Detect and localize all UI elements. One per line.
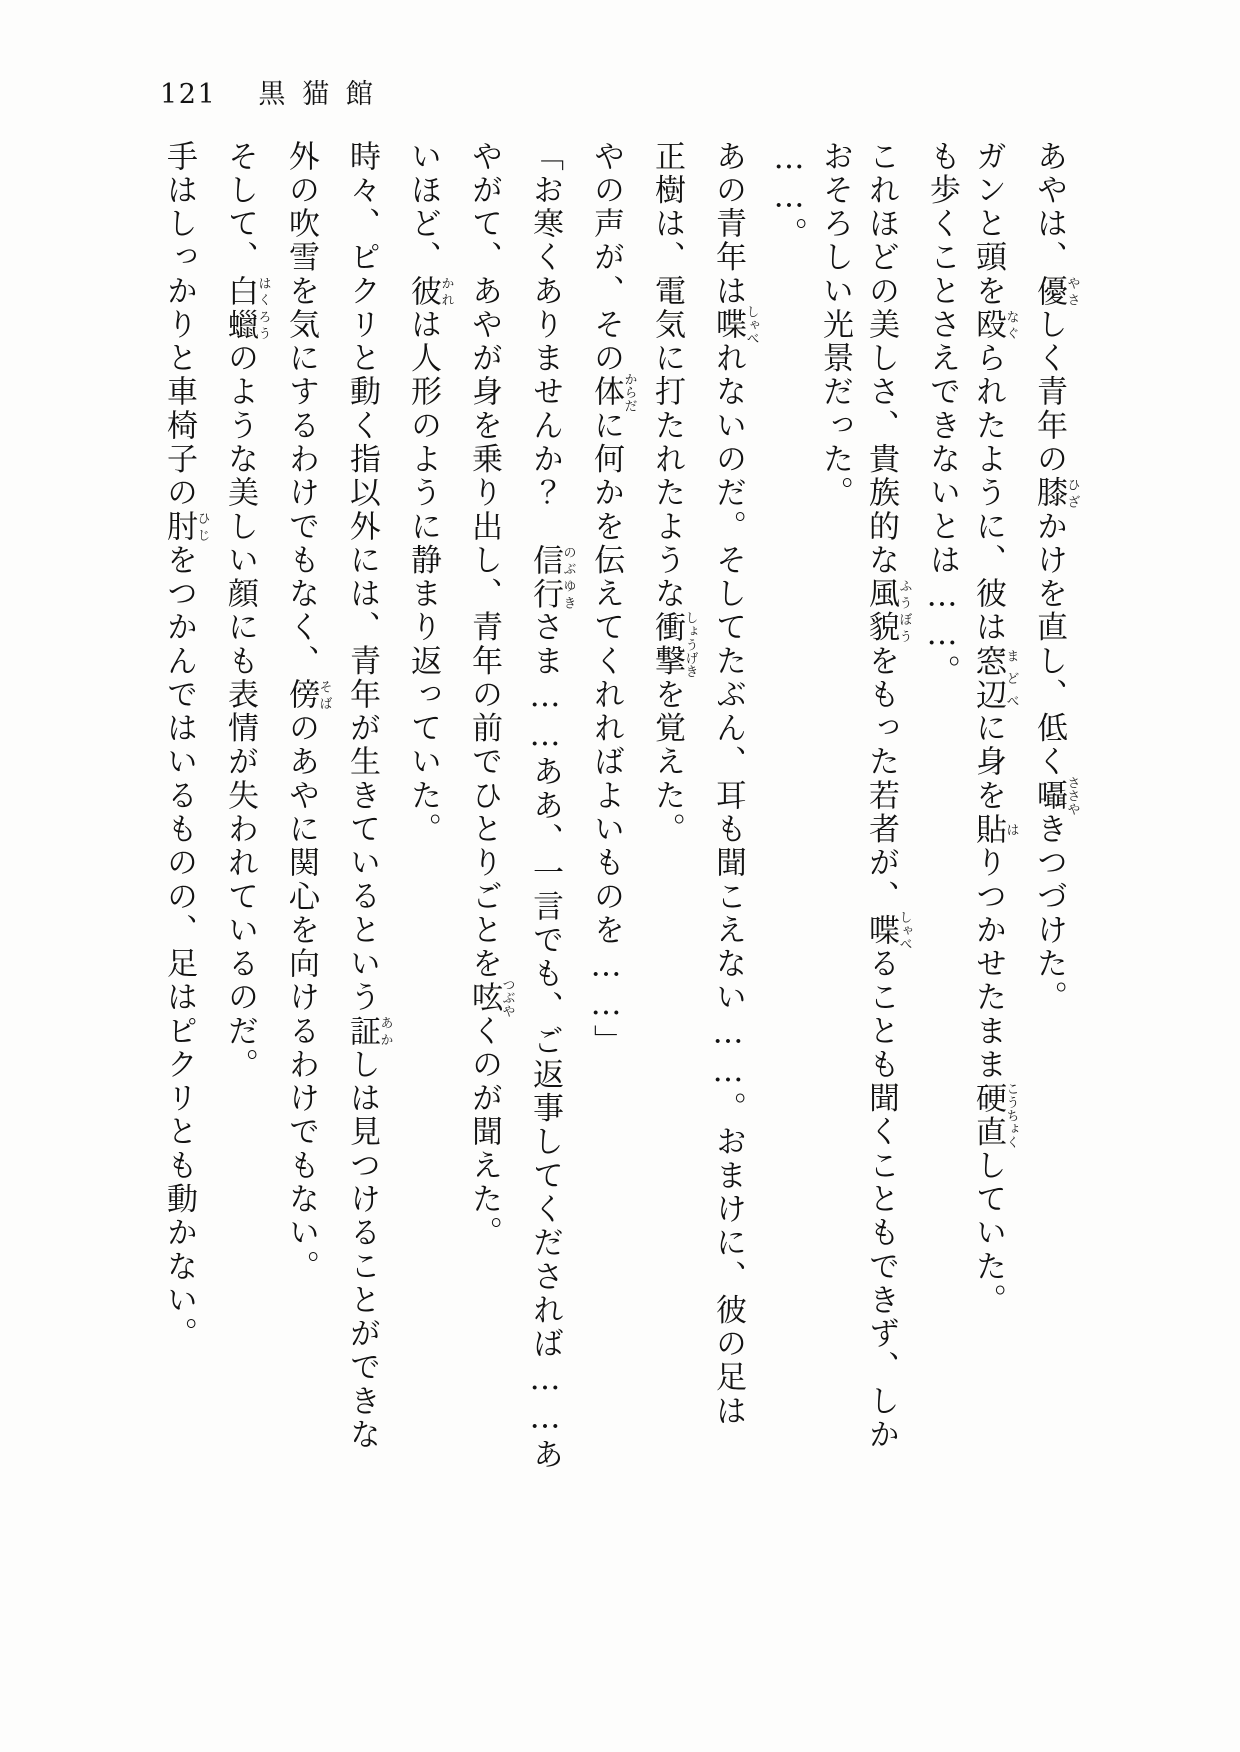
text-column: やがて、あやが身を乗り出し、青年の前でひとりごとを呟つぶやくのが聞えた。 [466,140,515,1250]
text-column: いほど、彼かれは人形のように静まり返っていた。 [405,140,454,847]
text-column: ……。 [771,140,807,251]
text-column: あの青年は喋しゃべれないのだ。そしてたぶん、耳も聞こえない……。おまけに、彼の足は [710,140,759,1429]
text-column: あやは、優やさしく青年の膝ひざかけを直し、低く囁ささやきつづけた。 [1031,140,1080,1015]
text-column: これほどの美しさ、貴族的な風貌ふうぼうをもった若者が、喋しゃべることも聞くこともできず、しか [863,140,912,1452]
text-column: 時々、ピクリと動く指以外には、青年が生きているという証あかしは見つけることができな [344,140,393,1452]
text-column: おそろしい光景だった。 [817,140,853,510]
text-column: そして、白蠟はくろうのような美しい顔にも表情が失われているのだ。 [222,140,271,1082]
text-column: やの声が、その体からだに何かを伝えてくれればよいものを……」 [588,140,637,1059]
text-column: 外の吹雪を気にするわけでもなく、傍そばのあやに関心を向けるわけでもない。 [283,140,332,1284]
text-column: 正樹は、電気に打たれたような衝撃しょうげきを覚えた。 [649,140,698,847]
body-text [148,140,1158,1630]
running-head [160,72,390,111]
text-column: 「お寒くありませんか？ 信行のぶゆきさま……ああ、一言でも、ご返事してくだされば……あ [527,140,576,1472]
text-column: も歩くことさえできないとは……。 [924,140,960,689]
running-title: 黒猫館 [258,79,390,110]
text-column: ガンと頭を殴なぐられたように、彼は窓辺まどべに身を貼はりつかせたまま硬直こうちょくしていた。 [970,140,1019,1318]
page-number: 121 [160,79,217,110]
text-column: 手はしっかりと車椅子の肘ひじをつかんではいるものの、足はピクリとも動かない。 [161,140,210,1351]
